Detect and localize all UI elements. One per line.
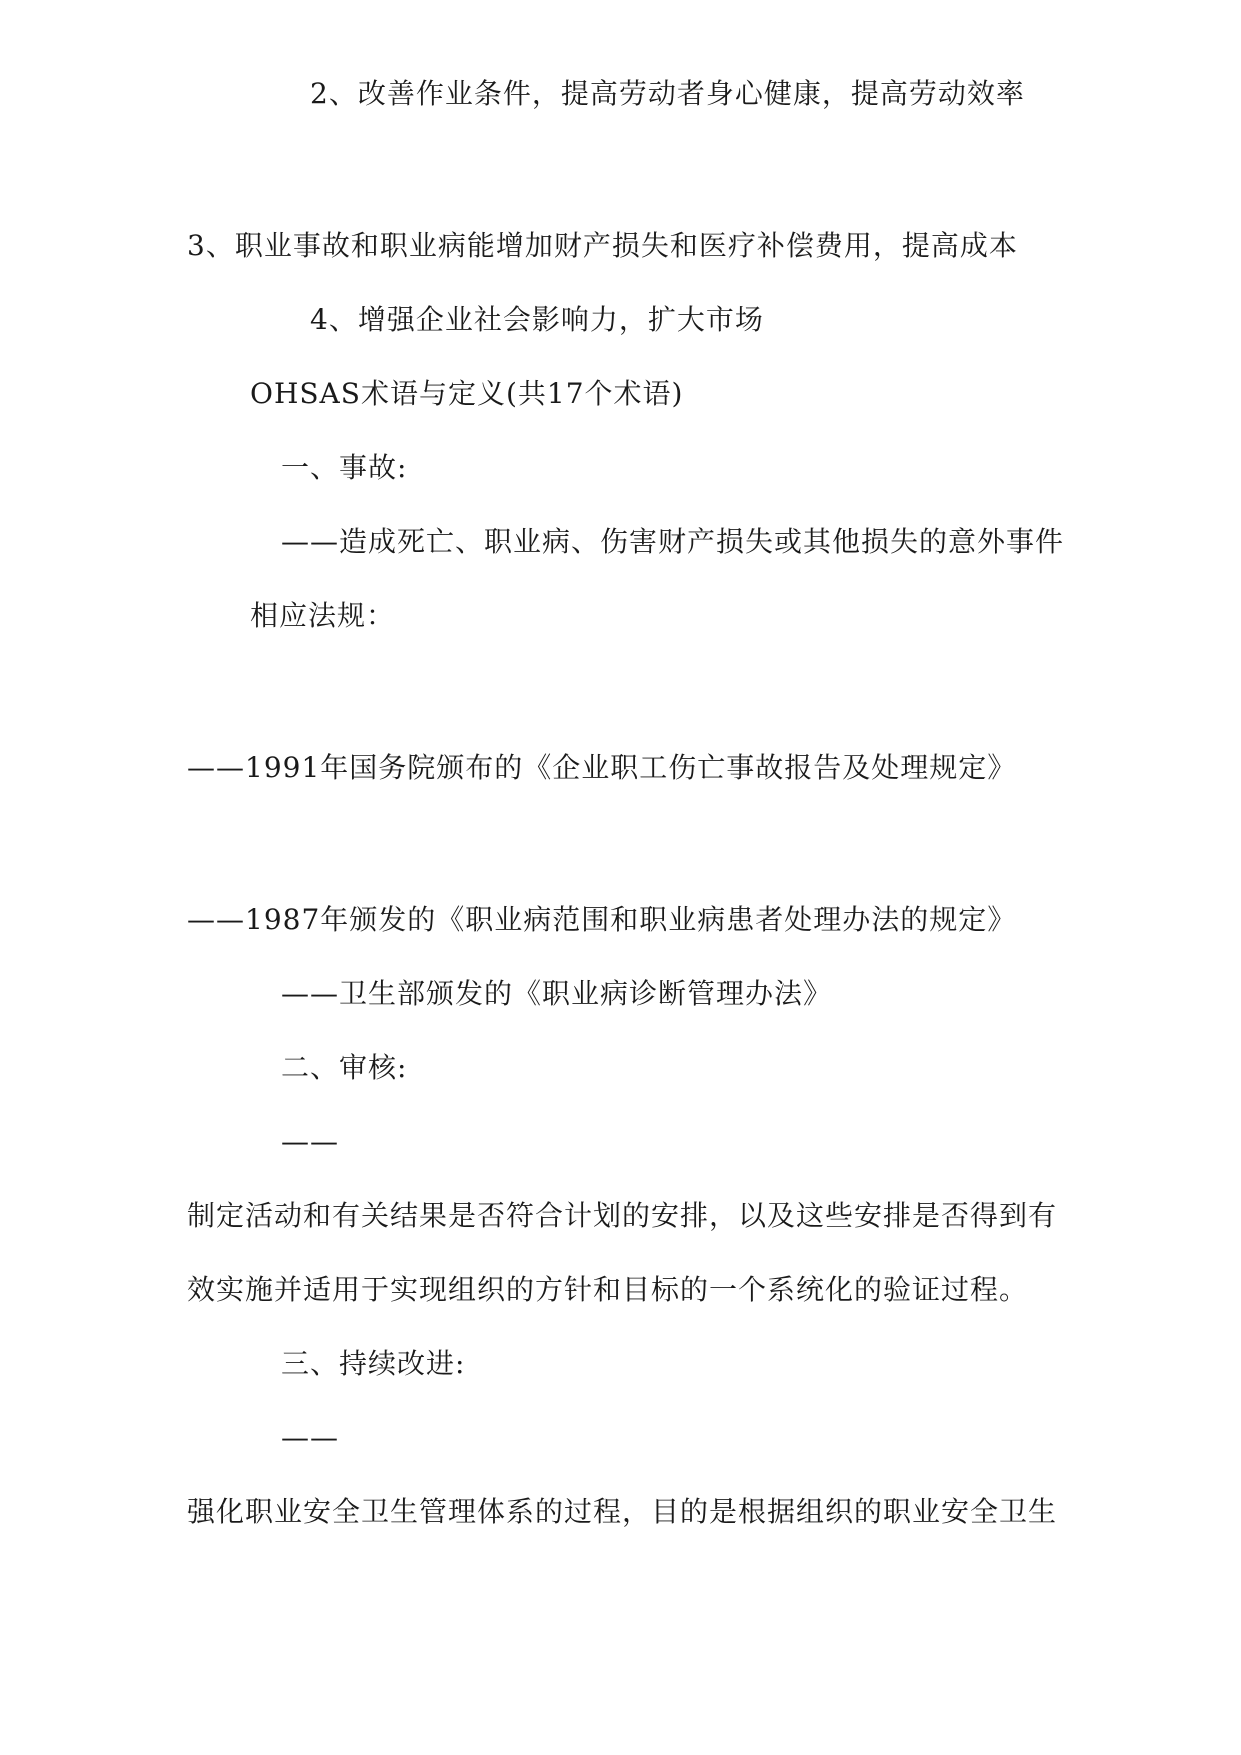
term-definition-audit-line-2: 效实施并适用于实现组织的方针和目标的一个系统化的验证过程。 (187, 1273, 1029, 1306)
regulations-label: 相应法规： (250, 599, 396, 632)
term-definition-accident: ——造成死亡、职业病、伤害财产损失或其他损失的意外事件 (281, 525, 1065, 558)
regulation-item-1987: ——1987年颁发的《职业病范围和职业病患者处理办法的规定》 (187, 903, 1017, 936)
list-item-2: 2、改善作业条件，提高劳动者身心健康，提高劳动效率 (310, 77, 1025, 110)
term-definition-continual-improvement-line-1: 强化职业安全卫生管理体系的过程，目的是根据组织的职业安全卫生 (187, 1495, 1058, 1528)
regulation-item-1991: ——1991年国务院颁布的《企业职工伤亡事故报告及处理规定》 (187, 751, 1017, 784)
term-dash-continual-improvement: —— (281, 1421, 339, 1454)
term-dash-audit: —— (281, 1125, 339, 1158)
list-item-4: 4、增强企业社会影响力，扩大市场 (310, 303, 764, 336)
term-definition-audit-line-1: 制定活动和有关结果是否符合计划的安排，以及这些安排是否得到有 (187, 1199, 1058, 1232)
list-item-3: 3、职业事故和职业病能增加财产损失和医疗补偿费用，提高成本 (187, 229, 1018, 262)
section-heading-terms: OHSAS术语与定义(共17个术语) (250, 377, 684, 410)
term-heading-accident: 一、事故: (281, 451, 408, 484)
term-heading-audit: 二、审核: (281, 1051, 408, 1084)
regulation-item-health-ministry: ——卫生部颁发的《职业病诊断管理办法》 (281, 977, 833, 1010)
term-heading-continual-improvement: 三、持续改进: (281, 1347, 466, 1380)
